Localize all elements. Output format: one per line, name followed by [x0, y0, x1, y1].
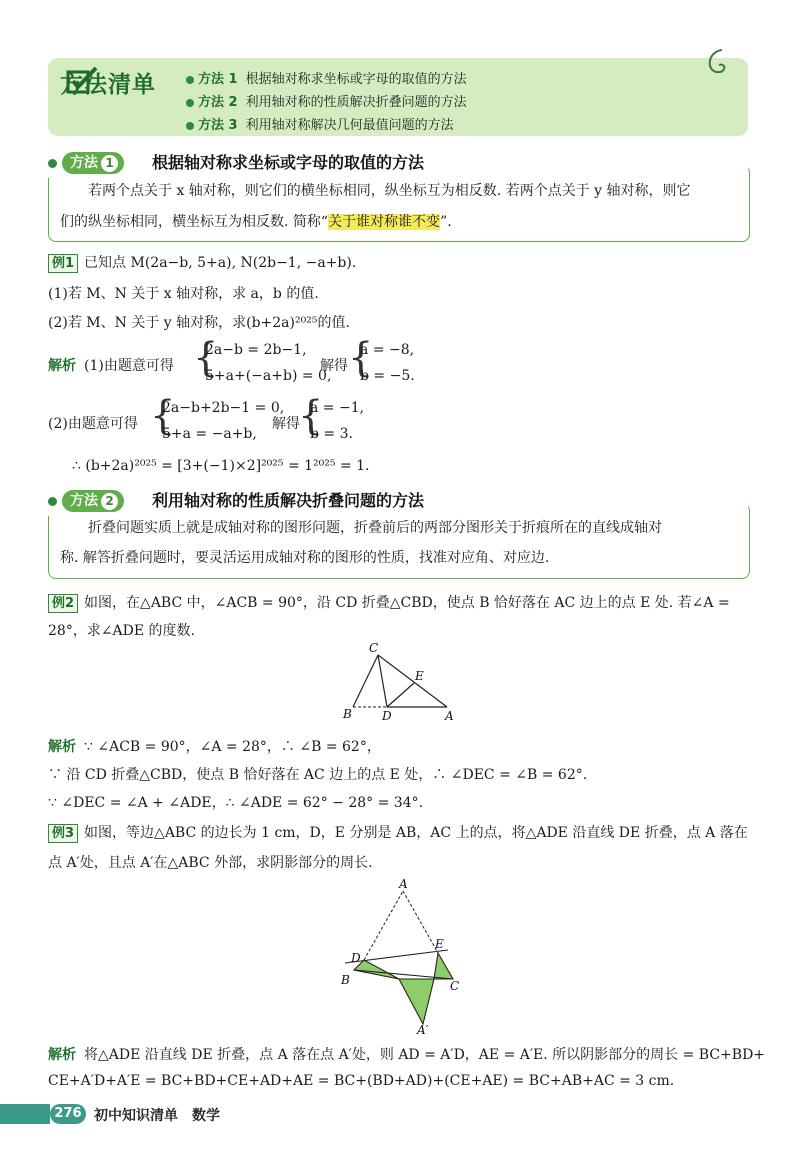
method-1-heading: [48, 150, 748, 178]
example-1-solution-intro: 解析 (1)由题意可得: [48, 358, 174, 374]
example-2-stem-1: 例2 如图，在△ABC 中，∠ACB = 90°，沿 CD 折叠△CBD，使点 B 恰好落在 AC 边上的点 E 处. 若∠A =: [48, 592, 730, 613]
page-number: 276: [50, 1104, 86, 1124]
method-2-para-2: 称. 解答折叠问题时，要灵活运用成轴对称的图形的性质，找准对应角、对应边.: [60, 550, 550, 566]
dot-icon: [48, 159, 57, 168]
menu-item-method-1[interactable]: 方法 1 根据轴对称求坐标或字母的取值的方法: [186, 68, 467, 87]
label-C: C: [450, 979, 460, 993]
bullet-icon: [186, 76, 194, 84]
label-A-prime: A′: [417, 1023, 429, 1036]
label-E: E: [415, 669, 424, 683]
example-1-q1: (1)若 M、N 关于 x 轴对称，求 a，b 的值.: [48, 286, 319, 302]
example-1-part2-result-b: b = 3.: [310, 426, 353, 442]
example-1-tag: 例1: [48, 254, 78, 273]
segment-CB: [353, 655, 378, 707]
example-2-stem-2: 28°，求∠ADE 的度数.: [48, 623, 195, 639]
example-1-part2-solve-word: 解得: [272, 416, 300, 432]
example-2-solution-2: ∵ 沿 CD 折叠△CBD，使点 B 恰好落在 AC 边上的点 E 处，∴ ∠DEC = ∠B = 62°.: [48, 767, 588, 783]
method-1-title: 根据轴对称求坐标或字母的取值的方法: [152, 153, 425, 172]
shaded-bottom-triangle: [399, 979, 434, 1024]
label-E: E: [435, 937, 444, 951]
brace-icon: {: [193, 335, 219, 381]
example-1-part2-eq1: 2a−b+2b−1 = 0,: [162, 400, 285, 416]
label-B: B: [341, 973, 350, 987]
example-1-result-a: a = −8,: [360, 342, 415, 358]
example-3-figure: [335, 876, 465, 1036]
example-2-tag: 例2: [48, 594, 78, 613]
method-1-pill: 方法 1: [62, 152, 124, 174]
menu-item-method-3[interactable]: 方法 3 利用轴对称解决几何最值问题的方法: [186, 114, 454, 133]
example-1-q2: (2)若 M、N 关于 y 轴对称，求(b+2a)²⁰²⁵的值.: [48, 315, 350, 331]
method-2-para-1: 折叠问题实质上就是成轴对称的图形问题，折叠前后的两部分图形关于折痕所在的直线成轴对: [88, 520, 662, 536]
example-2-figure: [335, 640, 470, 722]
footer-subject: 数学: [192, 1108, 220, 1124]
brace-icon: {: [298, 393, 324, 439]
method-2-title: 利用轴对称的性质解决折叠问题的方法: [152, 491, 425, 510]
method-1-para-2: 们的纵坐标相同，横坐标互为相反数. 简称“关于谁对称谁不变”.: [60, 214, 452, 230]
example-1-part2-intro: (2)由题意可得: [48, 416, 138, 432]
segment-DE: [387, 683, 414, 707]
bullet-icon: [186, 99, 194, 107]
example-3-tag: 例3: [48, 824, 78, 843]
segment-DA-dashed: [364, 891, 403, 960]
label-D: D: [351, 951, 361, 965]
example-3-solution-1: 解析 将△ADE 沿直线 DE 折叠，点 A 落在点 A′处，则 AD = A′D，AE = A′E. 所以阴影部分的周长 = BC+BD+: [48, 1047, 766, 1063]
example-1-final: ∴ (b+2a)²⁰²⁵ = [3+(−1)×2]²⁰²⁵ = 1²⁰²⁵ = 1.: [72, 458, 370, 474]
highlight-mnemonic: 关于谁对称谁不变: [328, 214, 441, 230]
method-2-heading: [48, 488, 748, 516]
example-1-stem: 例1 已知点 M(2a−b, 5+a), N(2b−1, −a+b).: [48, 252, 356, 273]
brace-icon: {: [348, 335, 374, 381]
brace-icon: {: [150, 393, 176, 439]
example-1-part2-eq2: 5+a = −a+b,: [162, 426, 257, 442]
example-3-stem-2: 点 A′处，且点 A′在△ABC 外部，求阴影部分的周长.: [48, 855, 373, 871]
menu-item-method-2[interactable]: 方法 2 利用轴对称的性质解决折叠问题的方法: [186, 91, 467, 110]
method-2-pill: 方法 2: [62, 490, 124, 512]
label-B: B: [343, 707, 352, 721]
label-D: D: [382, 709, 392, 722]
footer-book-title: 初中知识清单 数学: [94, 1108, 220, 1124]
label-C: C: [369, 641, 379, 655]
dot-icon: [48, 497, 57, 506]
example-1-solve-word: 解得: [320, 358, 348, 374]
curl-decoration-icon: [700, 46, 730, 80]
example-2-solution-label: 解析: [48, 739, 76, 755]
example-3-stem-1: 例3 如图，等边△ABC 的边长为 1 cm，D，E 分别是 AB，AC 上的点，将△ADE 沿直线 DE 折叠，点 A 落在: [48, 822, 748, 843]
example-1-eq1: 2a−b = 2b−1,: [205, 342, 307, 358]
method-1-para-1: 若两个点关于 x 轴对称，则它们的横坐标相同，纵坐标互为相反数. 若两个点关于 y 轴对称，则它: [88, 183, 691, 199]
example-1-eq2: 5+a+(−a+b) = 0,: [205, 368, 332, 384]
example-1-result-b: b = −5.: [360, 368, 415, 384]
segment-CD: [378, 655, 387, 707]
example-1-part2-result-a: a = −1,: [310, 400, 365, 416]
method-list-title: 方法清单: [60, 72, 156, 98]
shaded-right-triangle: [434, 953, 453, 979]
segment-CA: [378, 655, 447, 707]
segment-AE-dashed: [403, 891, 438, 953]
example-2-solution-3: ∵ ∠DEC = ∠A + ∠ADE，∴ ∠ADE = 62° − 28° = 34°.: [48, 795, 424, 811]
shaded-left-triangle: [354, 960, 399, 979]
label-A: A: [445, 709, 454, 722]
label-A: A: [399, 877, 408, 891]
example-3-solution-label: 解析: [48, 1047, 76, 1063]
footer-bar: [0, 1104, 50, 1124]
example-1-solution-label: 解析: [48, 358, 76, 374]
example-3-solution-2: CE+A′D+A′E = BC+BD+CE+AD+AE = BC+(BD+AD)+(CE+AE) = BC+AB+AC = 3 cm.: [48, 1073, 675, 1089]
example-2-solution-1: 解析 ∵ ∠ACB = 90°，∠A = 28°，∴ ∠B = 62°，: [48, 739, 381, 755]
bullet-icon: [186, 122, 194, 130]
